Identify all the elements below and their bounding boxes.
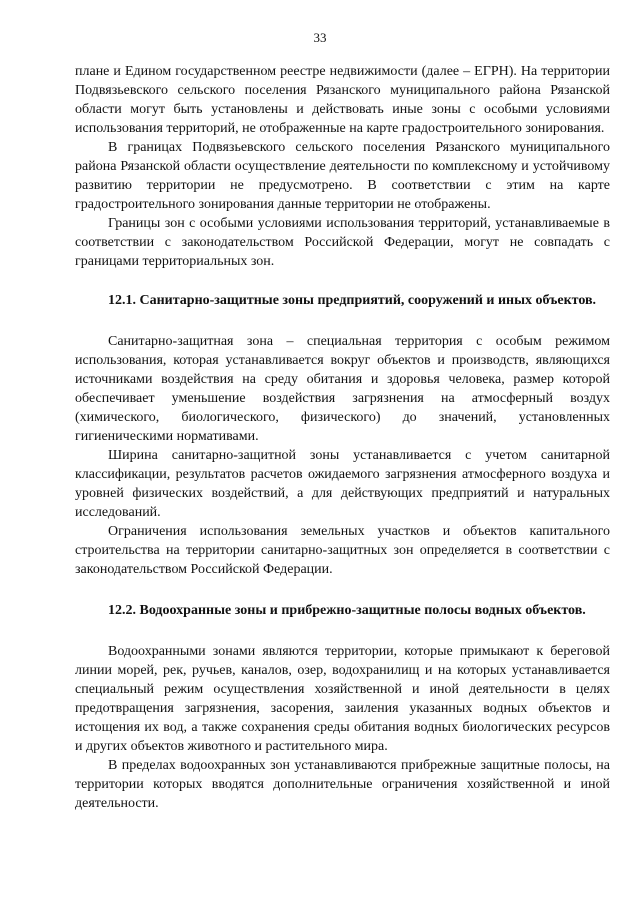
- page-number: 33: [313, 30, 327, 45]
- section-12-2-paragraph-2: В пределах водоохранных зон устанавливаются прибрежные защитные полосы, на территории которых вводятся дополнительные ограничения хозяйственной и иной деятельности.: [75, 758, 610, 811]
- section-12-1-paragraph-2: Ширина санитарно-защитной зоны устанавливается с учетом санитарной классификации, результатов расчетов ожидаемого загрязнения атмосферного воздуха и уровней физических воздействий, а для действующих предприятий и натуральных исследований.: [75, 448, 610, 520]
- section-12-1-paragraph-3: Ограничения использования земельных участков и объектов капитального строительства на территории санитарно-защитных зон определяется в соответствии с законодательством Российской Федерации.: [75, 524, 610, 577]
- section-12-1-paragraph-1: Санитарно-защитная зона – специальная территория с особым режимом использования, которая устанавливается вокруг объектов и производств, являющихся источниками воздействия на среду обитания и здоровья человека, размер которой обеспечивает уменьшение воздействия загрязнения на атмосферный воздух (химического, биологического, физического) до значений, установленных гигиеническими нормативами.: [75, 334, 610, 444]
- intro-paragraph-2: В границах Подвязьевского сельского поселения Рязанского муниципального района Рязанской области осуществление деятельности по комплексному и устойчивому развитию территории не предусмотрено. В соответствии с этим на карте градостроительного зонирования данные территории не отображены.: [75, 140, 610, 212]
- intro-paragraph-1: плане и Едином государственном реестре недвижимости (далее – ЕГРН). На территории Подвязьевского сельского поселения Рязанского муниципального района Рязанской области могут быть установлены и действовать иные зоны с особыми условиями использования территорий, не отображенные на карте градостроительного зонирования.: [75, 64, 610, 136]
- page-content: [75, 62, 610, 813]
- section-12-2-paragraph-1: Водоохранными зонами являются территории, которые примыкают к береговой линии морей, рек, ручьев, каналов, озер, водохранилищ и на которых устанавливается специальный режим осуществления хозяйственной и иной деятельности в целях предотвращения загрязнения, засорения, заиления указанных водных объектов и истощения их вод, а также сохранения среды обитания водных биологических ресурсов и других объектов животного и растительного мира.: [75, 644, 610, 754]
- intro-paragraph-3: Границы зон с особыми условиями использования территорий, устанавливаемые в соответствии с законодательством Российской Федерации, могут не совпадать с границами территориальных зон.: [75, 216, 610, 269]
- section-heading-12-2: 12.2. Водоохранные зоны и прибрежно-защитные полосы водных объектов.: [108, 603, 586, 618]
- section-heading-12-1: 12.1. Санитарно-защитные зоны предприятий, сооружений и иных объектов.: [108, 293, 597, 308]
